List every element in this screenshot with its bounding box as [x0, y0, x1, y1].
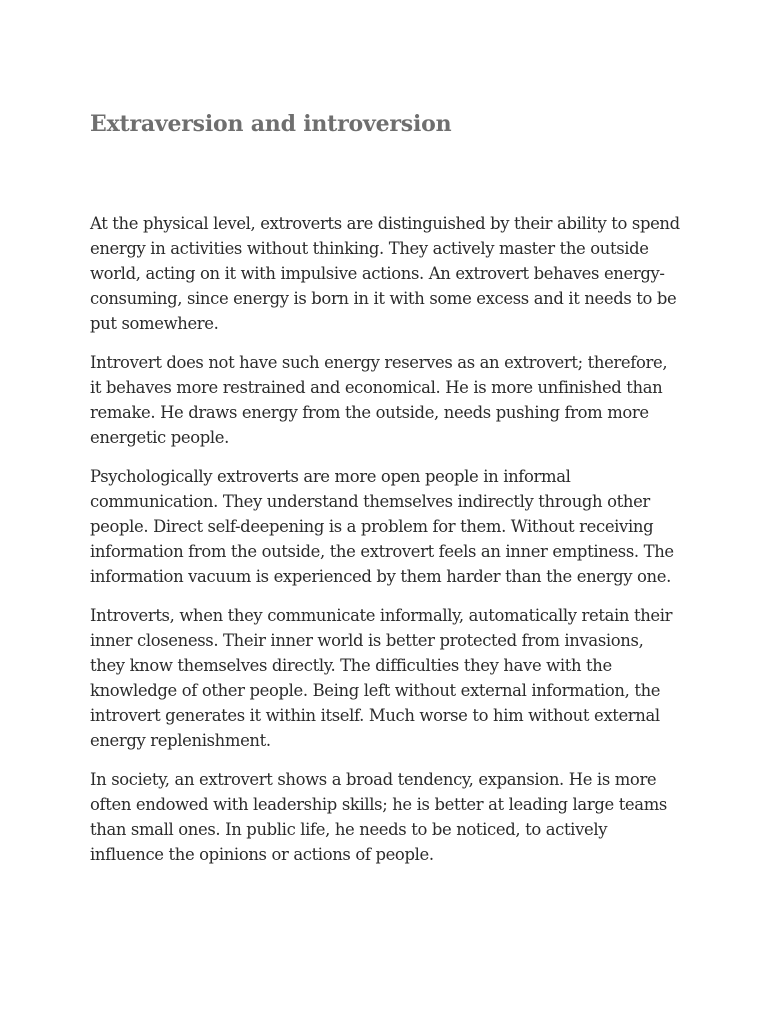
paragraph-introvert-energy: Introvert does not have such energy reserves as an extrovert; therefore, it behaves more restrained and economical. He is more unfinished than remake. He draws energy from the outside, needs pushing from more energetic people.: [90, 353, 668, 447]
document-body: [90, 211, 680, 867]
paragraph-physical-level: At the physical level, extroverts are distinguished by their ability to spend energy in activities without thinking. They actively master the outside world, acting on it with impulsive actions. An extrovert behaves energy-consuming, since energy is born in it with some excess and it needs to be put somewhere.: [90, 214, 680, 333]
document-title: Extraversion and introversion: [90, 111, 452, 137]
paragraph-society-extrovert: In society, an extrovert shows a broad tendency, expansion. He is more often endowed with leadership skills; he is better at leading large teams than small ones. In public life, he needs to be noticed, to actively influence the opinions or actions of people.: [90, 770, 667, 864]
document-page: [90, 106, 680, 881]
paragraph-introverts-communication: Introverts, when they communicate informally, automatically retain their inner closeness. Their inner world is better protected from invasions, they know themselves directly. The difficulties they have with the knowledge of other people. Being left without external information, the introvert generates it within itself. Much worse to him without external energy replenishment.: [90, 606, 673, 750]
paragraph-psychological-extroverts: Psychologically extroverts are more open people in informal communication. They understand themselves indirectly through other people. Direct self-deepening is a problem for them. Without receiving information from the outside, the extrovert feels an inner emptiness. The information vacuum is experienced by them harder than the energy one.: [90, 467, 674, 586]
